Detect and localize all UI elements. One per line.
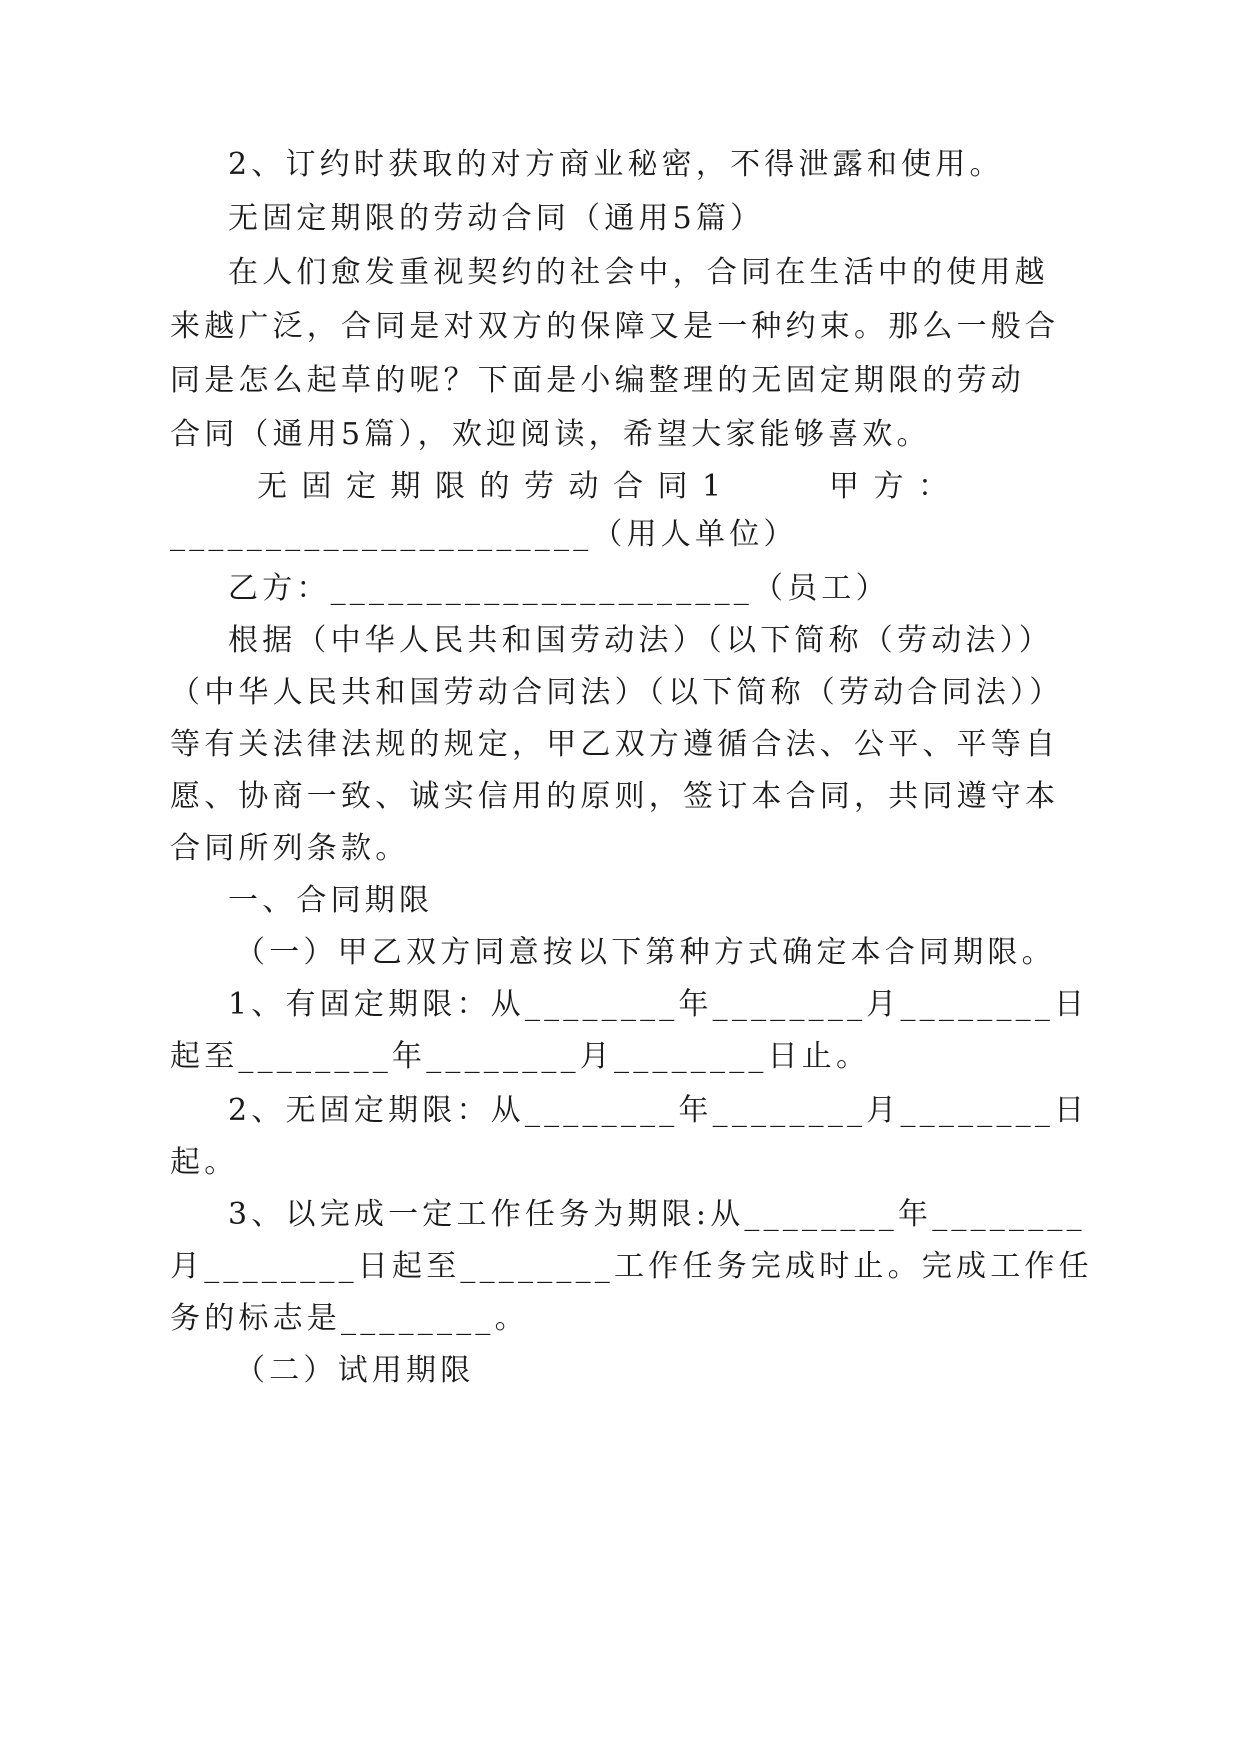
paragraph-line: 等有关法律法规的规定，甲乙双方遵循合法、公平、平等自 [170, 727, 1060, 762]
term-option-line: 1、有固定期限：从________年________月________日 [228, 987, 1089, 1022]
paragraph-line: 来越广泛，合同是对双方的保障又是一种约束。那么一般合 [170, 309, 1060, 344]
contract-title: 无固定期限的劳动合同1 [257, 469, 736, 504]
section-title: 无固定期限的劳动合同（通用5篇） [228, 201, 765, 236]
term-option-line: 月________日起至________工作任务完成时止。完成工作任 [170, 1249, 1093, 1284]
term-option-line: 2、无固定期限：从________年________月________日 [228, 1093, 1089, 1128]
term-option-line: 起。 [170, 1145, 239, 1180]
paragraph-line: 愿、协商一致、诚实信用的原则，签订本合同，共同遵守本 [170, 779, 1060, 814]
paragraph-line: 合同所列条款。 [170, 831, 410, 866]
section-heading: 一、合同期限 [228, 883, 434, 918]
party-a-label: 甲方： [829, 469, 963, 504]
party-b-field: 乙方：______________________（员工） [228, 571, 890, 606]
paragraph-line: 2、订约时获取的对方商业秘密，不得泄露和使用。 [228, 147, 1004, 182]
paragraph-line: 在人们愈发重视契约的社会中，合同在生活中的使用越 [228, 255, 1049, 290]
subsection-heading: （一）甲乙双方同意按以下第种方式确定本合同期限。 [235, 935, 1056, 970]
paragraph-line: 根据（中华人民共和国劳动法）（以下简称（劳动法）） [228, 623, 1053, 658]
term-option-line: 务的标志是________。 [170, 1301, 529, 1336]
party-a-field: ______________________（用人单位） [170, 517, 798, 552]
paragraph-line: 合同（通用5篇），欢迎阅读，希望大家能够喜欢。 [170, 417, 931, 452]
paragraph-line: （中华人民共和国劳动合同法）（以下简称（劳动合同法）） [170, 675, 1064, 710]
term-option-line: 3、以完成一定工作任务为期限:从________年________ [228, 1197, 1086, 1232]
subsection-heading: （二）试用期限 [235, 1353, 475, 1388]
term-option-line: 起至________年________月________日止。 [170, 1039, 871, 1074]
paragraph-line: 同是怎么起草的呢？下面是小编整理的无固定期限的劳动 [170, 363, 1025, 398]
